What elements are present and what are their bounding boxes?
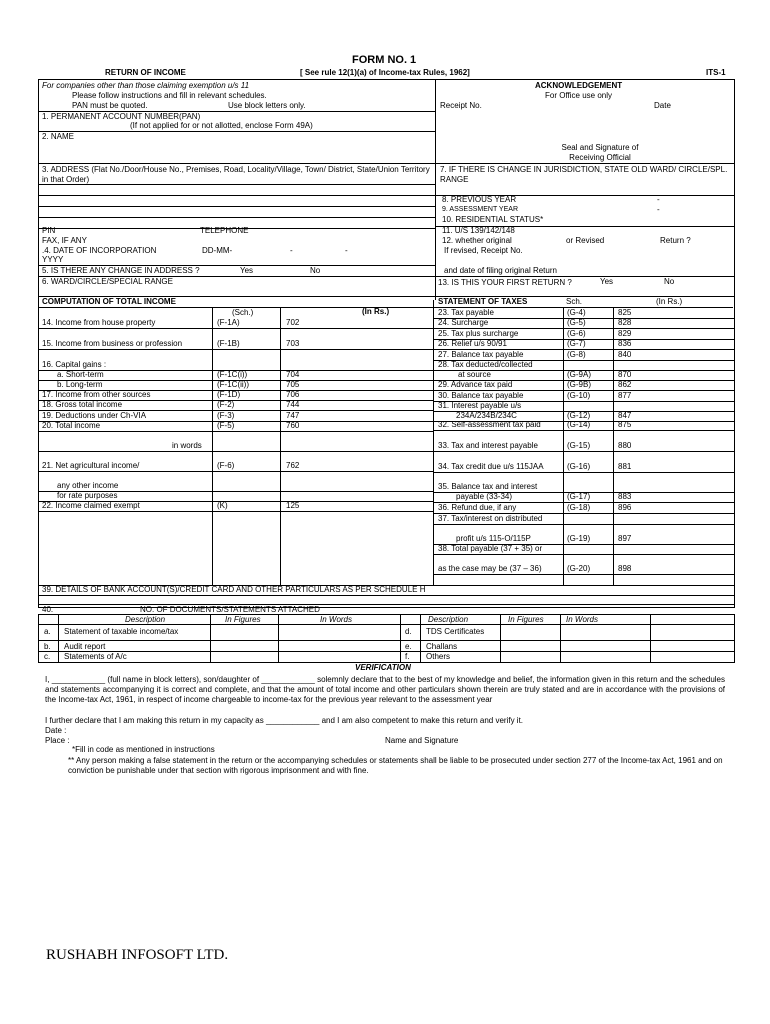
right-row-line <box>433 430 735 431</box>
right-row-label: 29. Advance tax paid <box>438 380 513 389</box>
pan-label: 1. PERMANENT ACCOUNT NUMBER(PAN) <box>42 112 201 121</box>
right-row-line <box>433 574 735 575</box>
name-label: 2. NAME <box>42 132 75 141</box>
doc-letter-right: f. <box>405 652 410 661</box>
right-row-code: 875 <box>618 420 632 429</box>
left-row-sch: (F-3) <box>217 411 235 420</box>
acknowledgement: ACKNOWLEDGEMENT <box>535 81 623 90</box>
date-line: Date : <box>45 726 67 735</box>
pin-label: PIN <box>42 226 56 235</box>
right-row-label: 31. Interest payable u/s <box>438 401 522 410</box>
right-row-sch: (G-17) <box>567 492 591 501</box>
q8-label: 8. PREVIOUS YEAR <box>442 195 517 204</box>
telephone-label: TELEPHONE <box>200 226 249 235</box>
left-row-label: 15. Income from business or profession <box>42 339 183 348</box>
first-return-yes[interactable]: Yes <box>600 277 614 286</box>
q10-label: 10. RESIDENTIAL STATUS* <box>442 215 544 224</box>
form-title: FORM NO. 1 <box>352 54 417 66</box>
change-address-label: 5. IS THERE ANY CHANGE IN ADDRESS ? <box>42 266 200 275</box>
note-3b: Use block letters only. <box>228 101 306 110</box>
right-row-code: 829 <box>618 329 632 338</box>
left-row-code: 762 <box>286 461 300 470</box>
right-row-code: 883 <box>618 492 632 501</box>
company-footer: RUSHABH INFOSOFT LTD. <box>46 947 229 963</box>
sch-left: (Sch.) <box>232 308 254 317</box>
right-row-label: 24. Surcharge <box>438 318 489 327</box>
left-row-label: 22. Income claimed exempt <box>42 501 140 510</box>
footnote-2: ** Any person making a false statement in the return or the accompanying schedules or statements shall be liable to be prosecuted under section 277 of the Income-tax Act, 1961 and on conviction be punishable under that section with rigorous imprisonment and with fine. <box>68 756 723 775</box>
right-row-code: 881 <box>618 462 632 471</box>
right-row-sch: (G-19) <box>567 534 591 543</box>
right-row-label: 35. Balance tax and interest <box>438 482 538 491</box>
change-yes[interactable]: Yes <box>240 266 254 275</box>
right-row-code: 840 <box>618 350 632 359</box>
left-row-code: 703 <box>286 339 300 348</box>
revised: or Revised <box>566 236 605 245</box>
q7-label: 7. IF THERE IS CHANGE IN JURISDICTION, STATE OLD WARD/ CIRCLE/SPL. RANGE <box>440 165 728 185</box>
right-row-line <box>433 554 735 555</box>
left-row-sch: (F-1A) <box>217 318 240 327</box>
left-row-label: 16. Capital gains : <box>42 360 107 369</box>
right-row-code: 828 <box>618 318 632 327</box>
left-row-sch: (F-1C(i)) <box>217 370 248 379</box>
left-row-sch: (K) <box>217 501 228 510</box>
place-line: Place : <box>45 736 70 745</box>
right-row-sch: (G-9A) <box>567 370 591 379</box>
right-row-code: 870 <box>618 370 632 379</box>
first-return-no[interactable]: No <box>664 277 675 286</box>
left-row-sch: (F-6) <box>217 461 235 470</box>
ddmm: DD-MM- <box>202 246 233 255</box>
left-row-label: in words <box>172 441 202 450</box>
left-row-label: any other income <box>57 481 119 490</box>
ward-label: 6. WARD/CIRCLE/SPECIAL RANGE <box>42 277 173 286</box>
return-q: Return ? <box>660 236 691 245</box>
right-row-sch: (G-5) <box>567 318 586 327</box>
right-row-sch: (G-7) <box>567 339 586 348</box>
doc-desc-left: Statement of taxable income/tax <box>64 627 179 636</box>
words-left: In Words <box>320 615 353 624</box>
desc-right: Description <box>428 615 469 624</box>
left-row-line <box>38 451 433 452</box>
right-row-label: 25. Tax plus surcharge <box>438 329 519 338</box>
left-row-code: 705 <box>286 380 300 389</box>
right-row-sch: (G-8) <box>567 350 586 359</box>
right-row-sch: (G-9B) <box>567 380 591 389</box>
verification-title: VERIFICATION <box>355 663 411 672</box>
note-3: PAN must be quoted. <box>72 101 148 110</box>
q12-label: 12. whether original <box>442 236 512 245</box>
doc-desc-right: Challans <box>426 642 458 651</box>
right-row-code: 862 <box>618 380 632 389</box>
right-row-label: 28. Tax deducted/collected <box>438 360 533 369</box>
dash-2: - <box>345 246 348 255</box>
return-of-income: RETURN OF INCOME <box>105 68 186 77</box>
left-row-label: 17. Income from other sources <box>42 390 151 399</box>
left-row-line <box>38 471 433 472</box>
left-row-code: 704 <box>286 370 300 379</box>
inrs-right: (In Rs.) <box>656 297 683 306</box>
doc-letter-left: a. <box>44 627 51 636</box>
fax-label: FAX, IF ANY <box>42 236 87 245</box>
right-row-label: at source <box>458 370 491 379</box>
right-row-sch: (G-18) <box>567 503 591 512</box>
date-label: Date <box>654 101 671 110</box>
left-row-label: 19. Deductions under Ch-VIA <box>42 411 147 420</box>
right-row-sch: (G-20) <box>567 564 591 573</box>
q11-label: 11. U/S 139/142/148 <box>442 226 515 235</box>
right-row-sch: (G-4) <box>567 308 586 317</box>
doc-letter-left: c. <box>44 652 51 661</box>
seal-signature: Seal and Signature of Receiving Official <box>561 143 639 163</box>
address-label: 3. ADDRESS (Flat No./Door/House No., Premises, Road, Locality/Village, Town/ District, State/Union Territory in that Order) <box>42 165 430 185</box>
right-row-code: 847 <box>618 411 632 420</box>
desc-left: Description <box>125 615 166 624</box>
left-row-label: 20. Total income <box>42 421 101 430</box>
right-row-code: 877 <box>618 391 632 400</box>
q13-label: 13. IS THIS YOUR FIRST RETURN ? <box>438 278 572 287</box>
py-dash: - <box>657 195 660 204</box>
right-row-label: payable (33-34) <box>456 492 513 501</box>
pan-note: (If not applied for or not allotted, enclose Form 49A) <box>130 121 313 130</box>
left-row-code: 125 <box>286 501 300 510</box>
q9-label: 9. ASSESSMENT YEAR <box>442 206 518 213</box>
verification-text: I, ____________ (full name in block letters), son/daughter of ____________ solemnly declare that to the best of my knowledge and belief, the information given in this return and the schedules and statements accompanying it is correct and complete, and that the amount of total income and other particulars shown therein are truly stated and are in accordance with the provisions of the Income-tax Act, 1961, in respect of income chargeable to income-tax for the previous year relevant to the assessment year <box>45 675 725 704</box>
change-no[interactable]: No <box>310 266 321 275</box>
right-row-sch: (G-16) <box>567 462 591 471</box>
receipt-no: Receipt No. <box>440 101 482 110</box>
yyyy: YYYY <box>42 255 64 264</box>
right-row-label: 34. Tax credit due u/s 115JAA <box>438 462 544 471</box>
left-row-label: for rate purposes <box>57 491 118 500</box>
right-row-label: as the case may be (37 – 36) <box>438 564 542 573</box>
note-1: For companies other than those claiming exemption u/s 11 <box>42 81 250 90</box>
right-row-label: 32. Self-assessment tax paid <box>438 420 541 429</box>
left-row-line <box>38 328 433 329</box>
q12b-label: If revised, Receipt No. <box>444 246 523 255</box>
right-row-label: 27. Balance tax payable <box>438 350 524 359</box>
right-row-sch: (G-6) <box>567 329 586 338</box>
left-row-code: 706 <box>286 390 300 399</box>
left-row-sch: (F-2) <box>217 400 235 409</box>
doc-letter-left: b. <box>44 642 51 651</box>
declaration-text: I further declare that I am making this return in my capacity as ____________ and I am also competent to make this return and verify it. <box>45 716 524 725</box>
right-row-label: 234A/234B/234C <box>456 411 517 420</box>
q39-label: 39. DETAILS OF BANK ACCOUNT(S)/CREDIT CARD AND OTHER PARTICULARS AS PER SCHEDULE H <box>42 585 426 594</box>
left-row-label: b. Long-term <box>57 380 103 389</box>
right-row-sch: (G-10) <box>567 391 591 400</box>
right-row-label: 26. Relief u/s 90/91 <box>438 339 507 348</box>
figures-left: In Figures <box>225 615 261 624</box>
left-row-code: 747 <box>286 411 300 420</box>
note-2: Please follow instructions and fill in relevant schedules. <box>72 91 267 100</box>
rule-ref: [ See rule 12(1)(a) of Income-tax Rules, 1962] <box>300 68 470 77</box>
doc-desc-right: Others <box>426 652 451 661</box>
right-row-line <box>433 524 735 525</box>
office-use: For Office use only <box>545 91 612 100</box>
left-row-label: a. Short-term <box>57 370 104 379</box>
docs-label: NO. OF DOCUMENTS/STATEMENTS ATTACHED <box>140 605 320 614</box>
q12c-label: and date of filing original Return <box>444 266 557 275</box>
dash-1: - <box>290 246 293 255</box>
left-row-label: 18. Gross total income <box>42 400 123 409</box>
name-signature: Name and Signature <box>385 736 459 745</box>
statement-header: STATEMENT OF TAXES <box>438 297 528 306</box>
doc-desc-right: TDS Certificates <box>426 627 485 636</box>
right-row-sch: (G-15) <box>567 441 591 450</box>
right-row-line <box>433 451 735 452</box>
right-row-label: 23. Tax payable <box>438 308 494 317</box>
right-row-code: 896 <box>618 503 632 512</box>
inrs-left: (In Rs.) <box>362 307 390 316</box>
words-right: In Words <box>566 615 599 624</box>
left-row-sch: (F-1B) <box>217 339 240 348</box>
left-row-label: 21. Net agricultural income/ <box>42 461 140 470</box>
left-row-code: 702 <box>286 318 300 327</box>
figures-right: In Figures <box>508 615 544 624</box>
q40-label: 40. <box>42 605 54 614</box>
right-row-code: 898 <box>618 564 632 573</box>
right-row-code: 880 <box>618 441 632 450</box>
left-row-code: 744 <box>286 400 300 409</box>
doc-desc-left: Statements of A/c <box>64 652 127 661</box>
left-row-line <box>38 349 433 350</box>
computation-header: COMPUTATION OF TOTAL INCOME <box>42 297 176 306</box>
right-row-label: 37. Tax/interest on distributed <box>438 514 543 523</box>
right-row-label: 36. Refund due, if any <box>438 503 517 512</box>
doc-letter-right: e. <box>405 642 412 651</box>
ay-dash: - <box>657 205 660 214</box>
doc-desc-left: Audit report <box>64 642 106 651</box>
right-row-code: 897 <box>618 534 632 543</box>
right-row-label: 33. Tax and interest payable <box>438 441 538 450</box>
incorporation-label: .4. DATE OF INCORPORATION <box>42 246 157 255</box>
right-row-code: 836 <box>618 339 632 348</box>
its-code: ITS-1 <box>706 68 726 77</box>
right-row-code: 825 <box>618 308 632 317</box>
left-row-sch: (F-1D) <box>217 390 241 399</box>
left-row-line <box>38 511 433 512</box>
left-row-code: 760 <box>286 421 300 430</box>
left-row-line <box>38 431 433 432</box>
doc-letter-right: d. <box>405 627 412 636</box>
left-row-label: 14. Income from house property <box>42 318 156 327</box>
right-row-label: profit u/s 115-O/115P <box>456 534 531 543</box>
right-row-label: 38. Total payable (37 + 35) or <box>438 544 543 553</box>
left-row-sch: (F-1C(ii)) <box>217 380 249 389</box>
left-row-sch: (F-5) <box>217 421 235 430</box>
footnote-1: *Fill in code as mentioned in instructions <box>72 745 215 754</box>
right-row-label: 30. Balance tax payable <box>438 391 524 400</box>
right-row-line <box>433 472 735 473</box>
right-row-sch: (G-14) <box>567 420 591 429</box>
right-row-sch: (G-12) <box>567 411 591 420</box>
sch-right: Sch. <box>566 297 583 306</box>
